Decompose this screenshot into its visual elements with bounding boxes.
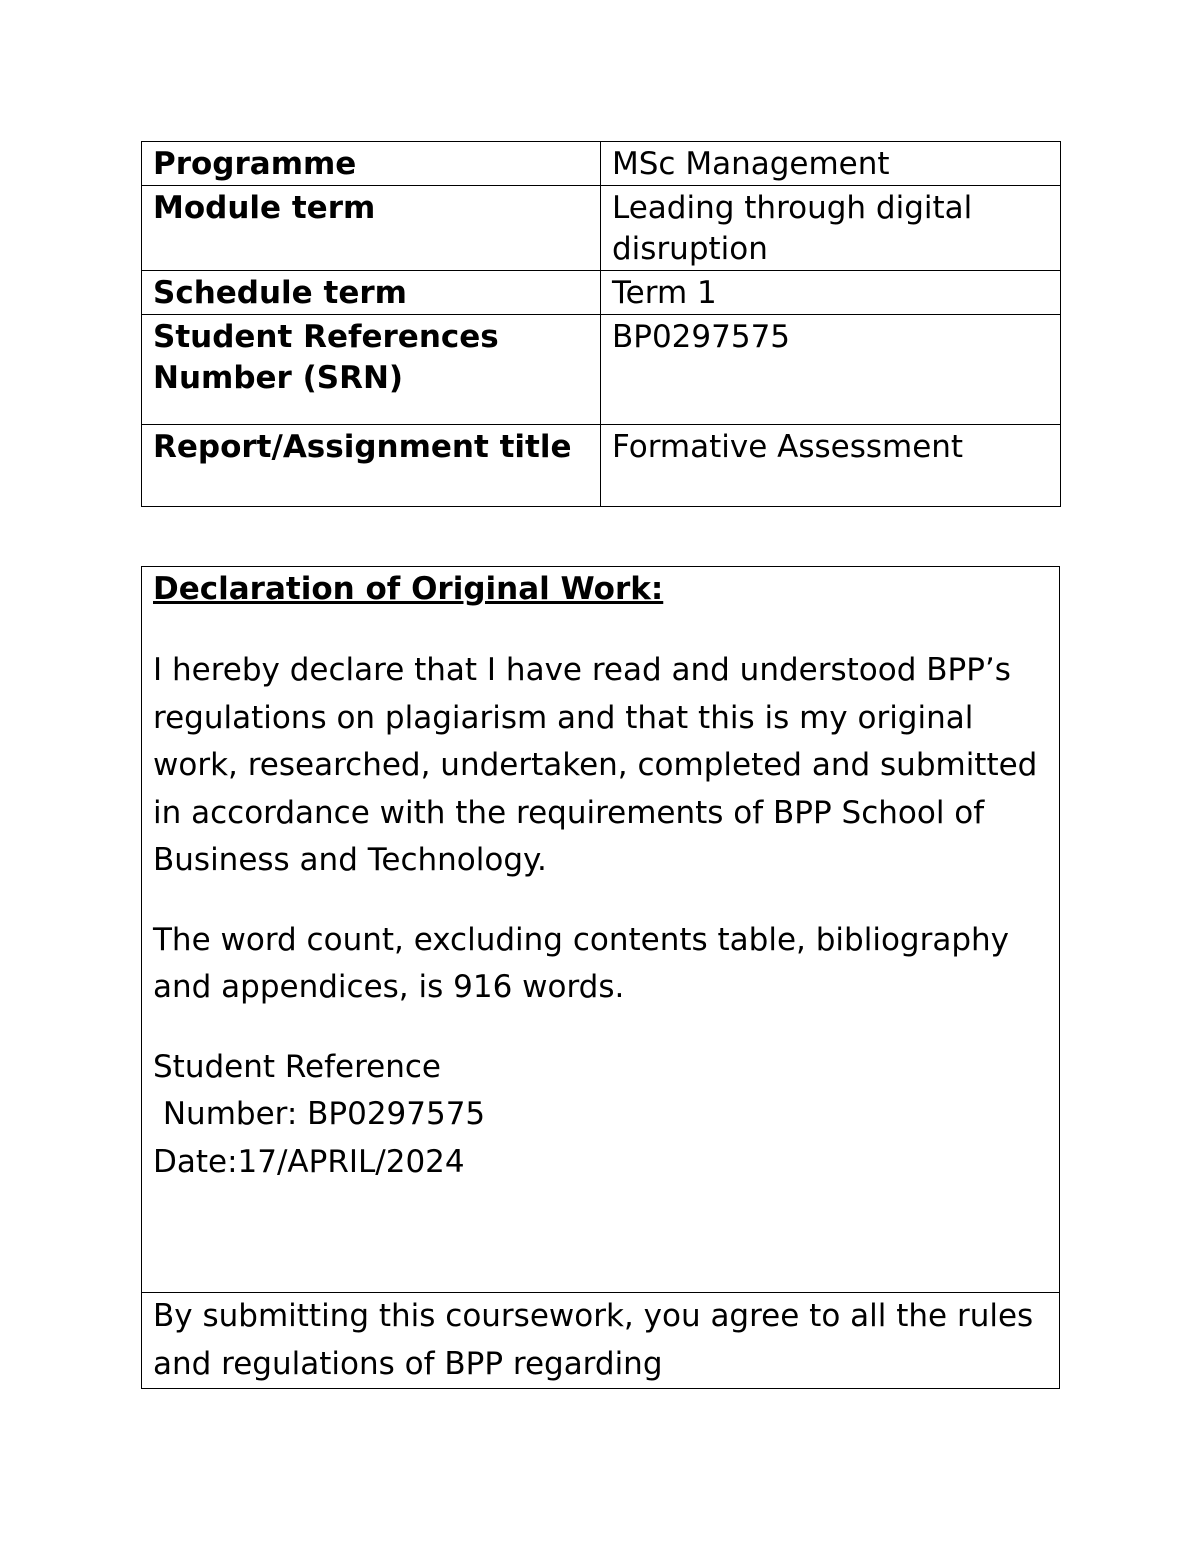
signature-block [153, 1044, 1049, 1187]
coursework-info-table [141, 141, 1061, 507]
table-row [142, 315, 1061, 425]
word-count-paragraph: The word count, excluding contents table, bibliography and appendices, is 916 words. [153, 921, 1009, 1005]
module-term-label: Module term [142, 186, 601, 271]
assignment-title-value: Formative Assessment [601, 425, 1061, 507]
module-term-value: Leading through digital disruption [601, 186, 1061, 271]
declaration-footer-row [142, 1293, 1060, 1389]
srn-line-1: Student Reference [153, 1048, 441, 1085]
programme-label: Programme [142, 142, 601, 186]
srn-value: BP0297575 [601, 315, 1061, 425]
schedule-term-label: Schedule term [142, 271, 601, 315]
assignment-title-label: Report/Assignment title [142, 425, 601, 507]
declaration-table [141, 566, 1060, 1389]
table-row [142, 142, 1061, 186]
declaration-main-row [142, 567, 1060, 1293]
srn-label: Student References Number (SRN) [142, 315, 601, 425]
declaration-title: Declaration of Original Work: [153, 571, 664, 607]
declaration-footer: By submitting this coursework, you agree to all the rules and regulations of BPP regarding [142, 1293, 1060, 1389]
date-line: Date:17/APRIL/2024 [153, 1143, 465, 1180]
declaration-cell [142, 567, 1060, 1293]
table-row [142, 186, 1061, 271]
table-row [142, 425, 1061, 507]
srn-line-2: Number: BP0297575 [153, 1096, 486, 1132]
schedule-term-value: Term 1 [601, 271, 1061, 315]
programme-value: MSc Management [601, 142, 1061, 186]
table-row [142, 271, 1061, 315]
declaration-paragraph: I hereby declare that I have read and understood BPP’s regulations on plagiarism and that this is my original work, researched, undertaken, completed and submitted in accordance with the requirements of BPP School of Business and Technology. [153, 652, 1038, 878]
